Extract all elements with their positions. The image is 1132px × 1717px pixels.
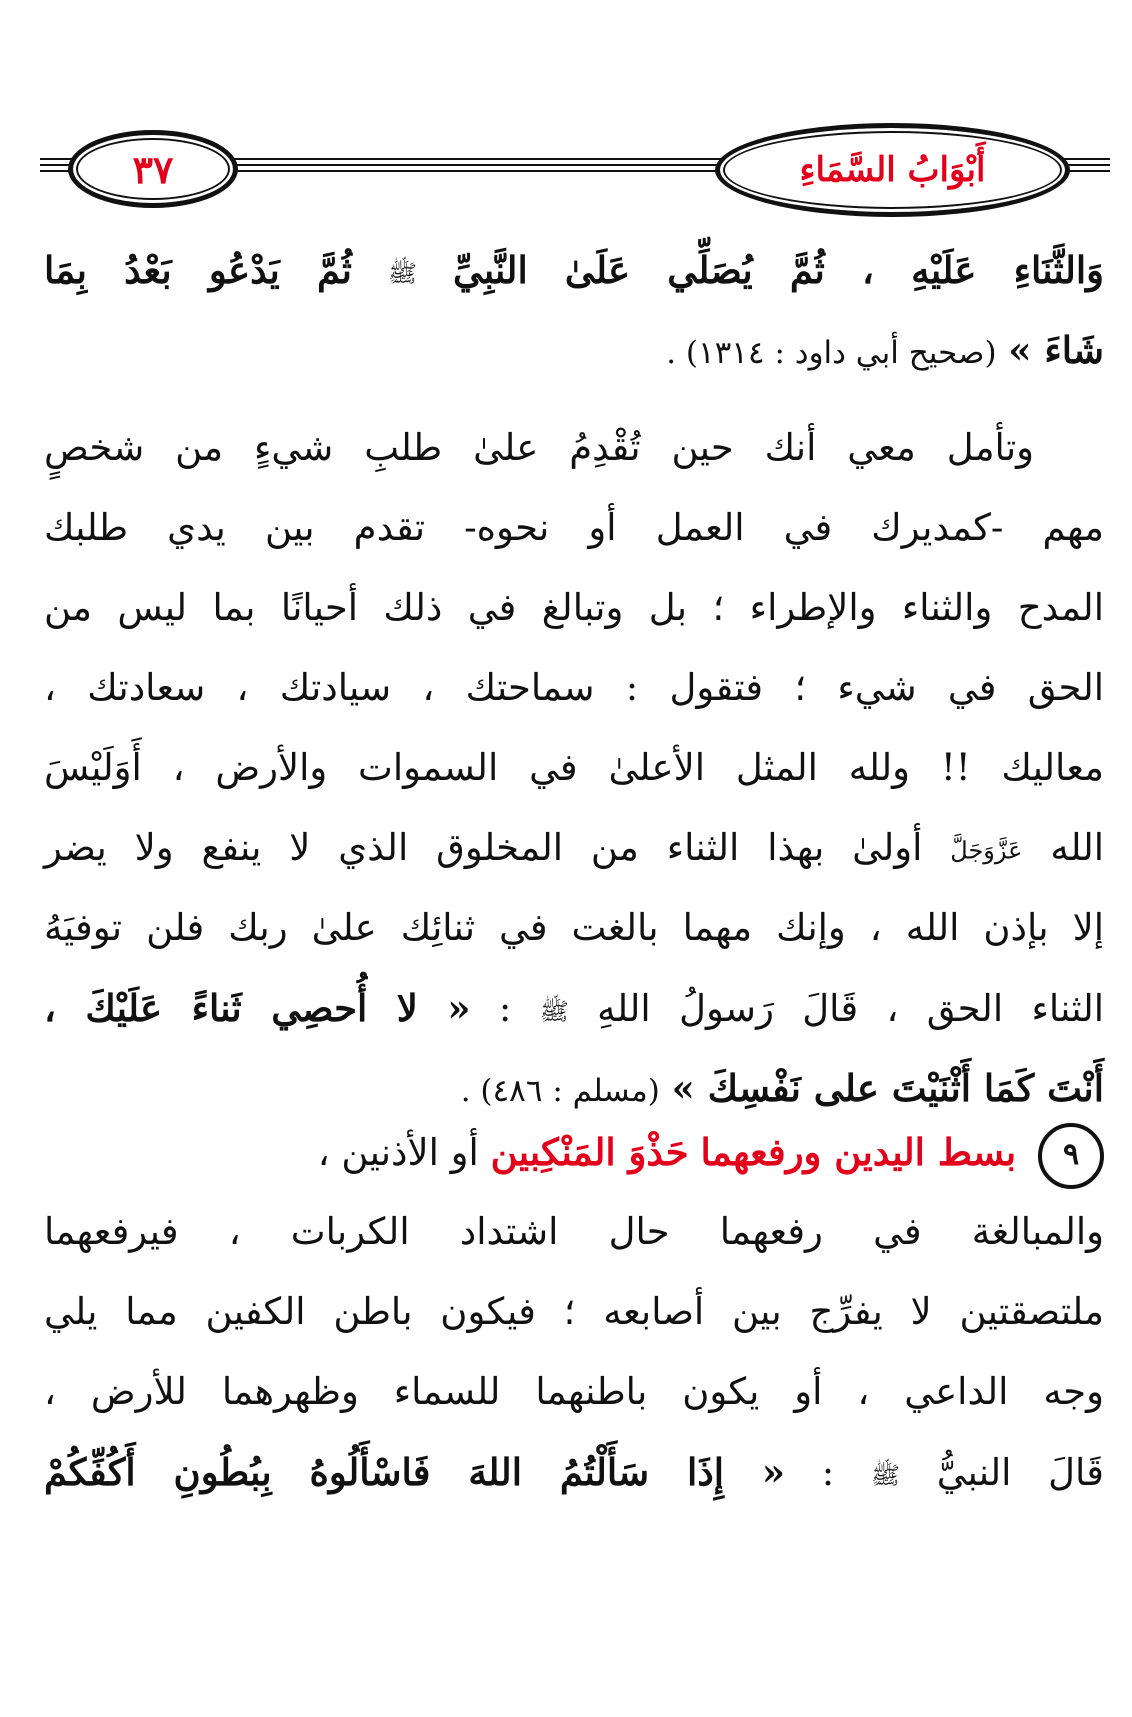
section-heading: حَذْوَ المَنْكِبين	[490, 1130, 689, 1174]
text-line: وتأمل معي أنك حين تُقْدِمُ علىٰ طلبِ شيءٍ من شخصٍ	[44, 426, 1034, 469]
text-line: الحق في شيء ؛ فتقول : سماحتك ، سيادتك ، سعادتك ،	[44, 666, 1104, 709]
hadith-text: أَنْتَ كَمَا أَثْنَيْتَ على نَفْسِكَ »	[671, 1066, 1104, 1110]
page-number: ٣٧	[132, 146, 174, 192]
text-line	[44, 310, 1104, 390]
honorific-glyph: عَزَّوَجَلَّ	[950, 836, 1023, 865]
section-9	[44, 1112, 1104, 1512]
hadith-text: « إِذَا سَأَلْتُمُ اللهَ فَاسْأَلُوهُ بِبُطُونِ أَكُفِّكُمْ	[44, 1450, 786, 1494]
paragraph	[44, 408, 1104, 1128]
text-line: وجه الداعي ، أو يكون باطنهما للسماء وظهرهما للأرض ،	[44, 1370, 1104, 1413]
text-line: مهم -كمديرك في العمل أو نحوه- تقدم بين يدي طلبك	[44, 506, 1104, 549]
text-segment: أولىٰ بهذا الثناء من المخلوق الذي لا ينفع ولا يضر	[44, 826, 923, 869]
page-header	[40, 118, 1110, 213]
chapter-title: أَبْوَابُ السَّمَاءِ	[799, 150, 986, 190]
text-line: إلا بإذن الله ، وإنك مهما بالغت في ثنائِك علىٰ ربك فلن توفيَهُ	[44, 906, 1104, 949]
honorific-glyph: ﷺ	[387, 259, 417, 288]
text-line: معاليك !! ولله المثل الأعلىٰ في السموات والأرض ، أَوَلَيْسَ	[44, 746, 1104, 789]
section-heading-line	[44, 1112, 1104, 1192]
hadith-text: وَالثَّنَاءِ عَلَيْهِ ، ثُمَّ يُصَلِّي عَلَىٰ النَّبِيِّ	[453, 248, 1105, 292]
honorific-glyph: ﷺ	[870, 1461, 900, 1490]
hadith-reference: (مسلم : ٤٨٦) .	[460, 1073, 660, 1109]
section-heading: بسط اليدين ورفعهما	[700, 1130, 1017, 1174]
hadith-text: ثُمَّ يَدْعُو بَعْدُ بِمَا	[44, 248, 352, 292]
text-line	[44, 1432, 1104, 1512]
text-line: المدح والثناء والإطراء ؛ بل وتبالغ في ذلك أحيانًا بما ليس من	[44, 586, 1104, 629]
text-segment: :	[498, 987, 512, 1030]
hadith-text: « لا أُحصِي ثَناءً عَلَيْكَ ،	[44, 986, 471, 1030]
text-line: ملتصقتين لا يفرِّج بين أصابعه ؛ فيكون باطن الكفين مما يلي	[44, 1290, 1104, 1333]
text-segment: الثناء الحق ، قَالَ رَسولُ اللهِ	[597, 987, 1105, 1030]
page-number-oval	[68, 130, 238, 208]
hadith-continuation	[44, 230, 1104, 390]
chapter-title-oval	[715, 123, 1070, 217]
text-line: والمبالغة في رفعهما حال اشتداد الكربات ، فيرفعهما	[44, 1210, 1104, 1253]
hadith-text: شَاءَ »	[1008, 328, 1104, 372]
text-segment: :	[821, 1451, 835, 1494]
text-line	[44, 230, 1104, 310]
hadith-reference: (صحيح أبي داود : ١٣١٤) .	[666, 335, 997, 371]
text-segment: الله	[1050, 826, 1104, 869]
text-line	[44, 808, 1104, 888]
text-segment: أو الأذنين ،	[317, 1131, 479, 1174]
text-segment: قَالَ النبيُّ	[936, 1451, 1104, 1494]
honorific-glyph: ﷺ	[539, 997, 569, 1026]
section-number-badge: ٩	[1038, 1123, 1104, 1189]
text-line	[44, 968, 1104, 1048]
